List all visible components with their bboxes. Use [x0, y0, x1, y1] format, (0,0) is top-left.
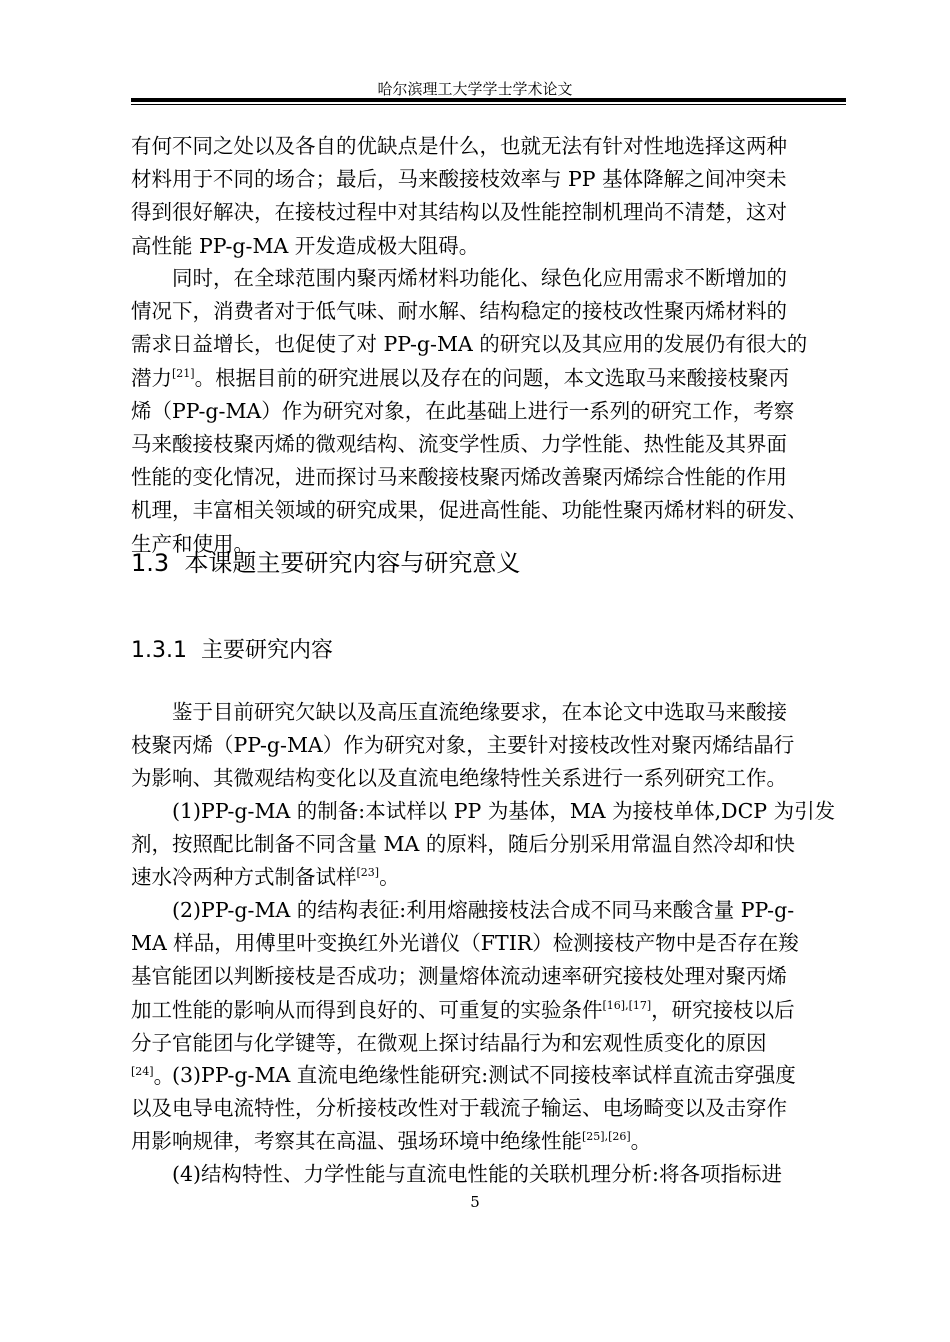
- text-line: 性能的变化情况，进而探讨马来酸接枝聚丙烯改善聚丙烯综合性能的作用: [131, 465, 787, 490]
- text-run: 用影响规律，考察其在高温、强场环境中绝缘性能: [131, 1129, 582, 1154]
- text-run: 加工性能的影响从而得到良好的、可重复的实验条件: [131, 997, 603, 1022]
- text-line: MA 样品，用傅里叶变换红外光谱仪（FTIR）检测接枝产物中是否存在羧: [131, 931, 799, 956]
- text-line: 分子官能团与化学键等，在微观上探讨结晶行为和宏观性质变化的原因: [131, 1030, 767, 1055]
- text-line: 烯（PP-g-MA）作为研究对象，在此基础上进行一系列的研究工作，考察: [131, 398, 795, 423]
- text-line: 马来酸接枝聚丙烯的微观结构、流变学性质、力学性能、热性能及其界面: [131, 432, 787, 457]
- text-line: [131, 861, 846, 894]
- page-number: 5: [470, 1193, 480, 1211]
- text-run: 速水冷两种方式制备试样: [131, 865, 357, 890]
- text-line: [131, 994, 846, 1027]
- paragraph-2: [131, 262, 846, 561]
- text-line: 鉴于目前研究欠缺以及高压直流绝缘要求，在本论文中选取马来酸接: [172, 700, 787, 724]
- text-line: (1)PP-g-MA 的制备:本试样以 PP 为基体，MA 为接枝单体,DCP 为引发: [172, 799, 836, 823]
- text-line: 以及电导电流特性，分析接枝改性对于载流子输运、电场畸变以及击穿作: [131, 1096, 787, 1121]
- text-line: 得到很好解决，在接枝过程中对其结构以及性能控制机理尚不清楚，这对: [131, 200, 787, 225]
- subsection-title: 主要研究内容: [200, 638, 333, 663]
- text-run: 。根据目前的研究进展以及存在的问题，本文选取马来酸接枝聚丙: [194, 365, 790, 390]
- text-run: 潜力: [131, 365, 172, 390]
- text-line: 生产和使用。: [131, 531, 254, 556]
- text-line: 高性能 PP-g-MA 开发造成极大阻碍。: [131, 233, 480, 258]
- citation-ref: [24]: [131, 1065, 154, 1079]
- text-run: ，研究接枝以后: [651, 997, 795, 1022]
- text-run: 。: [153, 1064, 175, 1089]
- text-line: 为影响、其微观结构变化以及直流电绝缘特性关系进行一系列研究工作。: [131, 766, 787, 791]
- section-number: 1.3: [131, 549, 170, 577]
- text-line: 枝聚丙烯（PP-g-MA）作为研究对象，主要针对接枝改性对聚丙烯结晶行: [131, 733, 795, 758]
- list-item-4: [131, 1158, 846, 1191]
- text-line: 需求日益增长，也促使了对 PP-g-MA 的研究以及其应用的发展仍有很大的: [131, 332, 808, 357]
- header-rule: [131, 98, 846, 105]
- list-item-3: [131, 1059, 846, 1159]
- text-line: [131, 362, 846, 395]
- subsection-heading: [131, 637, 333, 665]
- text-run: 。: [630, 1129, 652, 1154]
- subsection-number: 1.3.1: [131, 638, 187, 663]
- text-line: (4)结构特性、力学性能与直流电性能的关联机理分析:将各项指标进: [172, 1162, 782, 1186]
- citation-ref: [25],[26]: [582, 1130, 631, 1144]
- text-line: 有何不同之处以及各自的优缺点是什么，也就无法有针对性地选择这两种: [131, 134, 787, 158]
- paragraph-3: [131, 696, 846, 796]
- citation-ref: [21]: [172, 366, 195, 380]
- text-run: 。: [379, 865, 400, 890]
- running-header: 哈尔滨理工大学学士学术论文: [377, 80, 573, 98]
- section-heading: [131, 548, 520, 578]
- text-line: [131, 1125, 846, 1158]
- citation-ref: [23]: [356, 866, 380, 880]
- text-line: (3)PP-g-MA 直流电绝缘性能研究:测试不同接枝率试样直流击穿强度: [172, 1063, 796, 1087]
- text-line: 情况下，消费者对于低气味、耐水解、结构稳定的接枝改性聚丙烯材料的: [131, 299, 787, 324]
- text-line: 机理，丰富相关领域的研究成果，促进高性能、功能性聚丙烯材料的研发、: [131, 498, 808, 523]
- citation-ref: [16],[17]: [602, 998, 652, 1012]
- text-line: 材料用于不同的场合；最后，马来酸接枝效率与 PP 基体降解之间冲突未: [131, 167, 787, 192]
- text-line: 同时，在全球范围内聚丙烯材料功能化、绿色化应用需求不断增加的: [172, 266, 787, 290]
- text-line: 剂，按照配比制备不同含量 MA 的原料，随后分别采用常温自然冷却和快: [131, 832, 795, 857]
- section-title: 本课题主要研究内容与研究意义: [184, 549, 521, 577]
- list-item-1: [131, 795, 846, 895]
- text-line: 基官能团以判断接枝是否成功；测量熔体流动速率研究接枝处理对聚丙烯: [131, 964, 787, 989]
- text-line: (2)PP-g-MA 的结构表征:利用熔融接枝法合成不同马来酸含量 PP-g-: [172, 898, 795, 922]
- paragraph-1: [131, 130, 846, 263]
